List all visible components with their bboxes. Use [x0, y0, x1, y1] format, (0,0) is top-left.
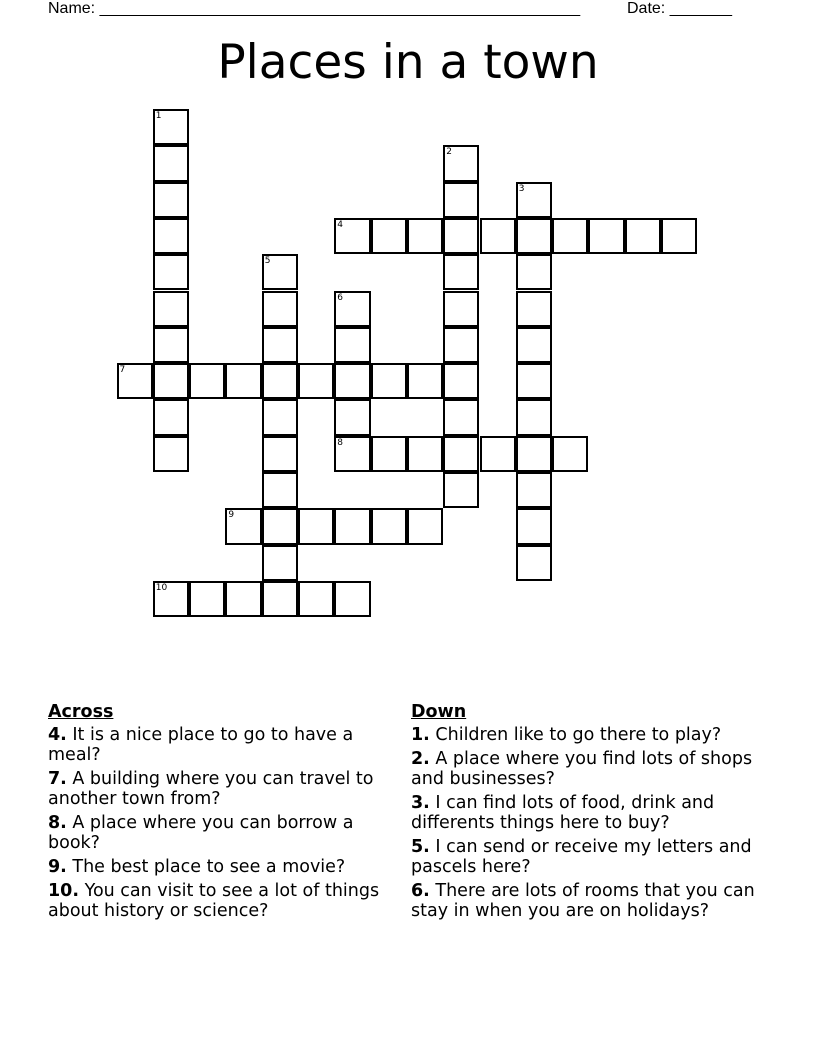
crossword-cell[interactable]: [262, 291, 298, 327]
crossword-cell[interactable]: [552, 436, 588, 472]
crossword-cell[interactable]: [443, 327, 479, 363]
cell-number: 9: [228, 510, 235, 521]
across-heading: Across: [48, 702, 114, 722]
crossword-cell[interactable]: [371, 508, 407, 544]
clue-number: 7.: [48, 769, 67, 789]
cell-number: 2: [446, 147, 452, 158]
crossword-cell[interactable]: [153, 399, 189, 435]
crossword-cell[interactable]: [443, 145, 479, 181]
crossword-cell[interactable]: [262, 436, 298, 472]
clue-text: A place where you find lots of shops and businesses?: [411, 749, 753, 789]
crossword-cell[interactable]: [516, 399, 552, 435]
down-clue: [411, 749, 771, 789]
crossword-cell[interactable]: [262, 399, 298, 435]
crossword-cell[interactable]: [298, 581, 334, 617]
crossword-cell[interactable]: [225, 508, 261, 544]
crossword-cell[interactable]: [334, 363, 370, 399]
crossword-cell[interactable]: [262, 472, 298, 508]
crossword-cell[interactable]: [443, 472, 479, 508]
crossword-cell[interactable]: [262, 508, 298, 544]
crossword-cell[interactable]: [262, 545, 298, 581]
crossword-cell[interactable]: [334, 399, 370, 435]
crossword-cell[interactable]: [153, 291, 189, 327]
clue-number: 9.: [48, 857, 67, 877]
crossword-cell[interactable]: [443, 399, 479, 435]
crossword-cell[interactable]: [225, 363, 261, 399]
cell-number: 1: [155, 111, 162, 121]
cell-number: 5: [264, 256, 271, 267]
crossword-cell[interactable]: [407, 436, 443, 472]
crossword-cell[interactable]: [153, 327, 189, 363]
crossword-cell[interactable]: [443, 254, 479, 290]
cell-number: 6: [337, 292, 344, 303]
crossword-cell[interactable]: [153, 109, 189, 145]
crossword-cell[interactable]: [516, 508, 552, 544]
crossword-cell[interactable]: [516, 291, 552, 327]
crossword-cell[interactable]: [262, 327, 298, 363]
clue-text: A place where you can borrow a book?: [48, 813, 354, 853]
crossword-cell[interactable]: [516, 182, 552, 218]
crossword-cell[interactable]: [516, 218, 552, 254]
name-field-label: Name: ______________________________________________________: [48, 0, 581, 17]
crossword-cell[interactable]: [407, 218, 443, 254]
down-clue: [411, 793, 771, 833]
across-clue: [48, 881, 388, 921]
crossword-cell[interactable]: [153, 581, 189, 617]
cell-number: 3: [518, 183, 525, 194]
clue-number: 4.: [48, 725, 67, 745]
clue-number: 1.: [411, 725, 430, 745]
clue-text: You can visit to see a lot of things about history or science?: [48, 881, 380, 921]
crossword-cell[interactable]: [262, 363, 298, 399]
crossword-cell[interactable]: [225, 581, 261, 617]
clue-text: I can send or receive my letters and pascels here?: [411, 837, 752, 877]
crossword-cell[interactable]: [153, 254, 189, 290]
down-clue: [411, 725, 771, 745]
clue-number: 5.: [411, 837, 430, 857]
date-field-label: Date: _______: [627, 0, 732, 17]
cell-number: 7: [119, 365, 126, 376]
cell-number: 8: [337, 437, 344, 448]
crossword-cell[interactable]: [443, 436, 479, 472]
crossword-cell[interactable]: [480, 218, 516, 254]
crossword-cell[interactable]: [262, 254, 298, 290]
crossword-cell[interactable]: [334, 581, 370, 617]
clue-number: 3.: [411, 793, 430, 813]
crossword-cell[interactable]: [625, 218, 661, 254]
clue-text: I can find lots of food, drink and differents things here to buy?: [411, 793, 715, 833]
crossword-cell[interactable]: [334, 436, 370, 472]
across-clue: [48, 725, 388, 765]
clue-text: It is a nice place to go to have a meal?: [48, 725, 354, 765]
crossword-cell[interactable]: [334, 327, 370, 363]
page-title: Places in a town: [217, 35, 599, 90]
down-clue: [411, 837, 771, 877]
crossword-cell[interactable]: [153, 436, 189, 472]
crossword-cell[interactable]: [480, 436, 516, 472]
crossword-cell[interactable]: [371, 218, 407, 254]
crossword-cell[interactable]: [153, 182, 189, 218]
across-clues: [48, 702, 388, 925]
crossword-cell[interactable]: [443, 363, 479, 399]
down-clues: [411, 702, 771, 925]
crossword-cell[interactable]: [661, 218, 697, 254]
crossword-cell[interactable]: [298, 363, 334, 399]
crossword-cell[interactable]: [516, 363, 552, 399]
clue-number: 6.: [411, 881, 430, 901]
down-clue: [411, 881, 771, 921]
crossword-cell[interactable]: [117, 363, 153, 399]
clue-text: There are lots of rooms that you can stay in when you are on holidays?: [411, 881, 755, 921]
crossword-cell[interactable]: [334, 291, 370, 327]
crossword-cell[interactable]: [371, 436, 407, 472]
crossword-cell[interactable]: [189, 581, 225, 617]
crossword-cell[interactable]: [516, 254, 552, 290]
crossword-cell[interactable]: [588, 218, 624, 254]
crossword-cell[interactable]: [298, 508, 334, 544]
down-heading: Down: [411, 702, 467, 722]
crossword-cell[interactable]: [443, 291, 479, 327]
crossword-cell[interactable]: [189, 363, 225, 399]
crossword-cell[interactable]: [443, 182, 479, 218]
crossword-cell[interactable]: [371, 363, 407, 399]
crossword-cell[interactable]: [516, 327, 552, 363]
crossword-cell[interactable]: [153, 145, 189, 181]
clue-number: 8.: [48, 813, 67, 833]
crossword-cell[interactable]: [443, 218, 479, 254]
crossword-cell[interactable]: [516, 472, 552, 508]
crossword-cell[interactable]: [516, 436, 552, 472]
crossword-cell[interactable]: [516, 545, 552, 581]
clue-number: 10.: [48, 881, 80, 901]
across-clue: [48, 857, 388, 877]
crossword-cell[interactable]: [153, 363, 189, 399]
crossword-cell[interactable]: [262, 581, 298, 617]
cell-number: 10: [155, 582, 168, 593]
clue-text: Children like to go there to play?: [429, 725, 722, 745]
crossword-cell[interactable]: [407, 363, 443, 399]
clue-text: The best place to see a movie?: [66, 857, 346, 877]
across-clue: [48, 769, 388, 809]
clue-number: 2.: [411, 749, 430, 769]
across-clue: [48, 813, 388, 853]
cell-number: 4: [337, 219, 344, 230]
crossword-cell[interactable]: [334, 218, 370, 254]
crossword-cell[interactable]: [552, 218, 588, 254]
crossword-cell[interactable]: [153, 218, 189, 254]
crossword-cell[interactable]: [334, 508, 370, 544]
crossword-cell[interactable]: [407, 508, 443, 544]
clue-text: A building where you can travel to another town from?: [48, 769, 374, 809]
